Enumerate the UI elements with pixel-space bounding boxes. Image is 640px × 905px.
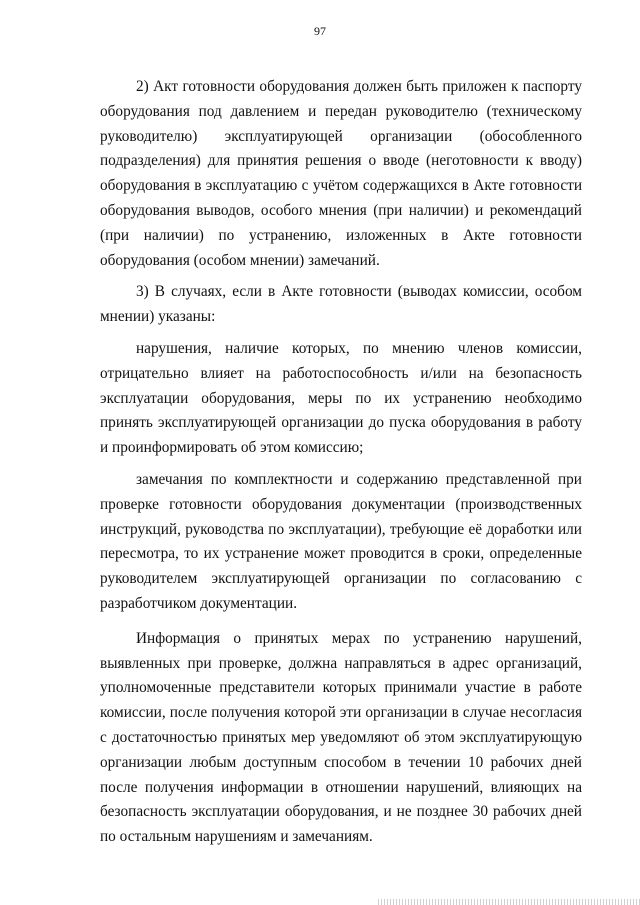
paragraph-information: Информация о принятых мерах по устранению нарушений, выявленных при проверке, должна направляться в адрес организаций, уполномоченные представители которых принимали участие в работе комиссии, после получения которой эти организации в случае несогласия с достаточностью принятых мер уведомляют об этом эксплуатирующую организации любым доступным способом в течении 10 рабочих дней после получения информации в отношении нарушений, влияющих на безопасность эксплуатации оборудования, и не позднее 30 рабочих дней по остальным нарушениям и замечаниям. xyxy=(100,629,582,846)
paragraph-act-readiness: 2) Акт готовности оборудования должен быть приложен к паспорту оборудования под давлением и передан руководителю (техническому руководителю) эксплуатирующей организации (обособленного подразделения) для принятия решения о вводе (неготовности к вводу) оборудования в эксплуатацию с учётом содержащихся в Акте готовности оборудования выводов, особого мнения (при наличии) и рекомендаций (при наличии) по устранению, изложенных в Акте готовности оборудования (особом мнении) замечаний. xyxy=(100,78,582,269)
paragraph-violations: нарушения, наличие которых, по мнению членов комиссии, отрицательно влияет на работоспособность и/или на безопасность эксплуатации оборудования, меры по их устранению необходимо принять эксплуатирующей организации до пуска оборудования в работу и проинформировать об этом комиссию; xyxy=(100,339,582,457)
page-number: 97 xyxy=(314,24,326,38)
scan-edge-artifact xyxy=(378,899,640,905)
paragraph-cases-intro: 3) В случаях, если в Акте готовности (выводах комиссии, особом мнении) указаны: xyxy=(100,283,582,326)
paragraph-remarks: замечания по комплектности и содержанию представленной при проверке готовности оборудования документации (производственных инструкций, руководства по эксплуатации), требующие её доработки или пересмотра, то их устранение может проводится в сроки, определенные руководителем эксплуатирующей организации по согласованию с разработчиком документации. xyxy=(100,470,582,612)
document-body xyxy=(100,75,582,850)
